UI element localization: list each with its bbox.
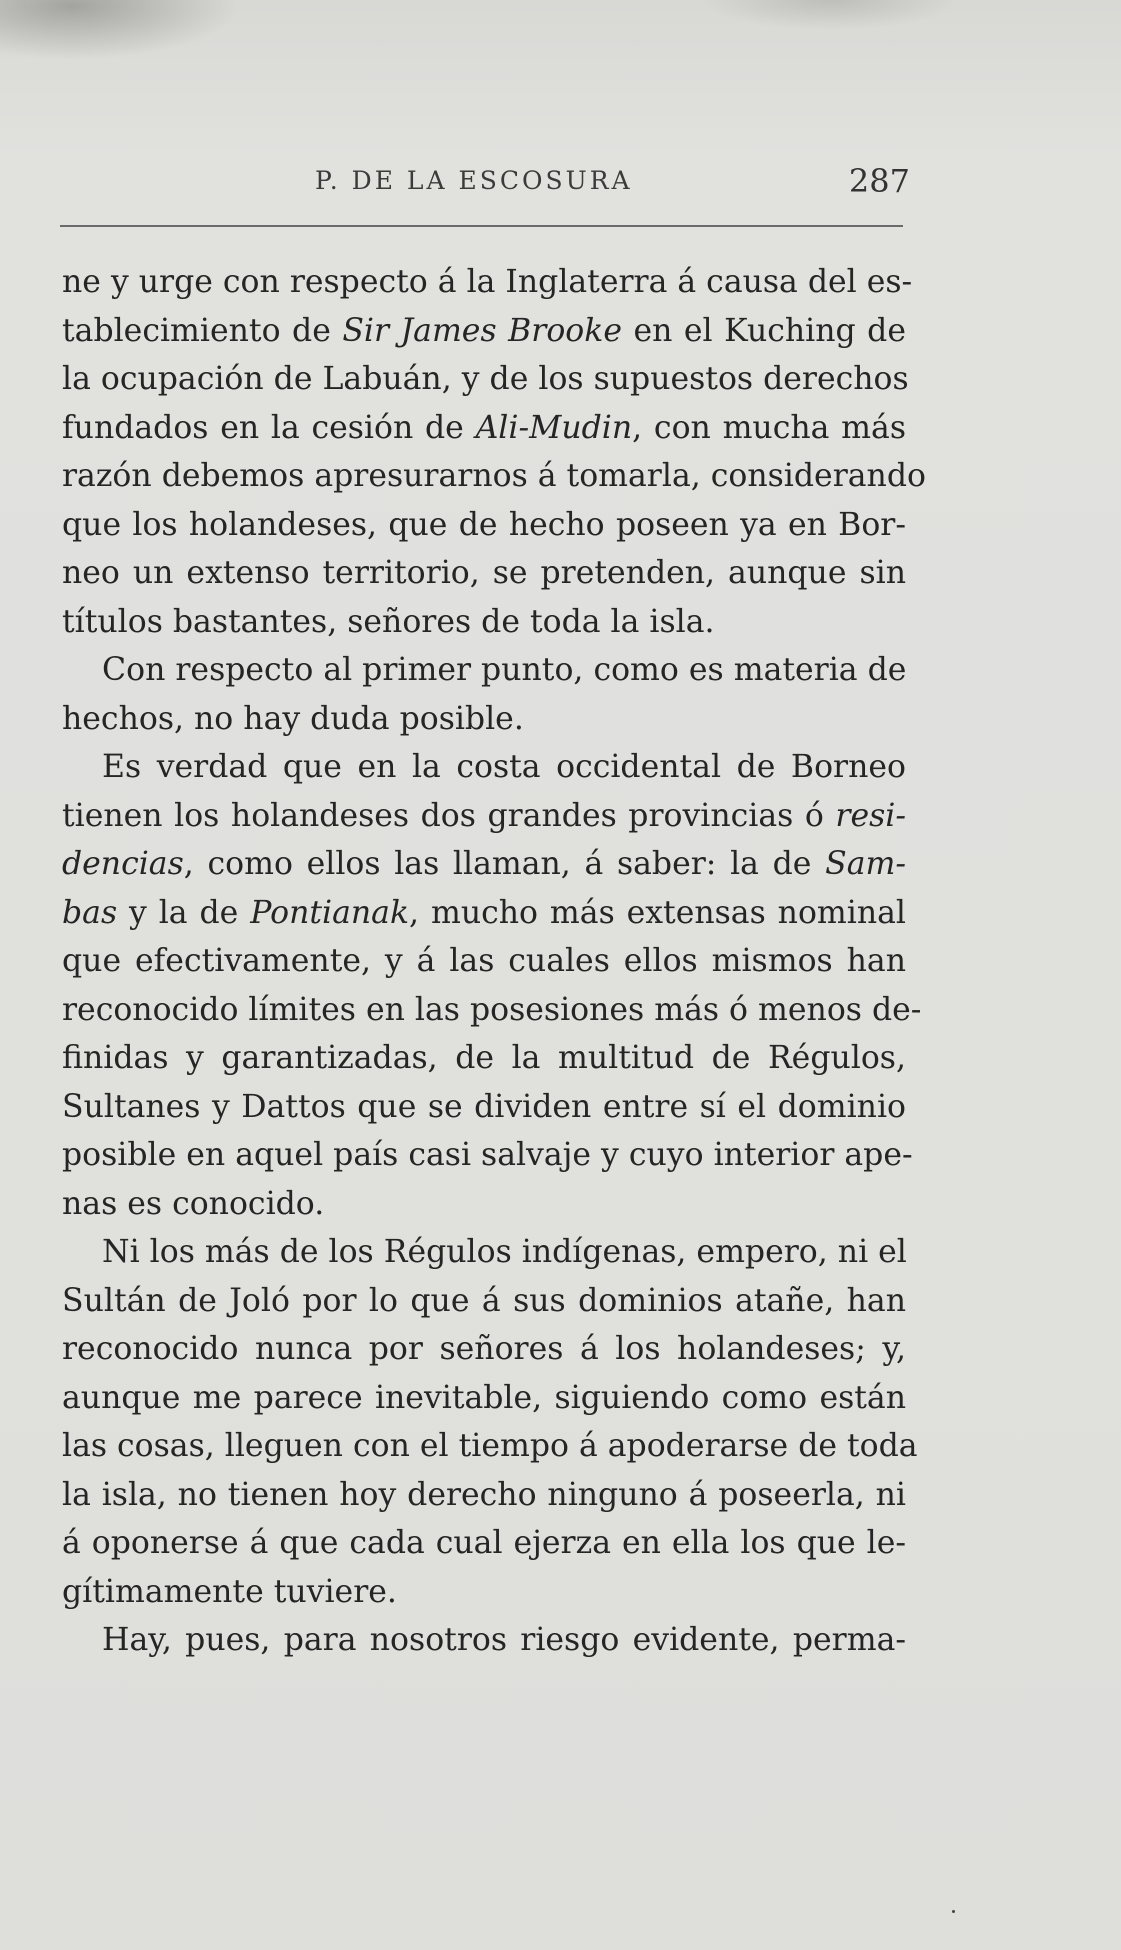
text-line: la isla, no tienen hoy derecho ninguno á poseerla, ni [62,1476,906,1513]
text-line: reconocido límites en las posesiones más ó menos de- [62,991,922,1028]
header-rule [60,225,903,227]
text-line: nas es conocido. [62,1185,325,1222]
page-header [60,160,910,220]
text-line: finidas y garantizadas, de la multitud de Régulos, [62,1040,906,1076]
text-line: tienen los holandeses dos grandes provincias ó resi- [62,797,906,834]
text-line: las cosas, lleguen con el tiempo á apoderarse de toda [62,1428,918,1464]
text-line: neo un extenso territorio, se pretenden, aunque sin [62,555,906,591]
text-line: fundados en la cesión de Ali-Mudin, con mucha más [62,409,906,446]
text-line: Sultanes y Dattos que se dividen entre sí el dominio [62,1088,906,1125]
text-line: títulos bastantes, señores de toda la isla. [62,603,715,640]
text-line: dencias, como ellos las llaman, á saber: la de Sam- [62,846,906,882]
text-line: razón debemos apresurarnos á tomarla, considerando [62,458,926,494]
text-line: Hay, pues, para nosotros riesgo evidente, perma- [102,1622,906,1658]
text-line: posible en aquel país casi salvaje y cuyo interior ape- [62,1137,913,1173]
page-number: 287 [848,162,910,200]
text-line: aunque me parece inevitable, siguiendo como están [62,1379,906,1416]
text-line: á oponerse á que cada cual ejerza en ella los que le- [62,1525,906,1561]
text-line: Es verdad que en la costa occidental de Borneo [102,749,906,785]
text-line: tablecimiento de Sir James Brooke en el Kuching de [62,312,906,349]
text-line: que los holandeses, que de hecho poseen ya en Bor- [62,506,906,543]
page-stain [700,0,960,30]
ink-speck [952,1910,955,1913]
text-line: que efectivamente, y á las cuales ellos mismos han [62,943,906,979]
text-line: Con respecto al primer punto, como es materia de [102,652,907,688]
running-head: P. DE LA ESCOSURA [315,166,633,195]
text-line: Ni los más de los Régulos indígenas, empero, ni el [102,1234,907,1270]
text-line: hechos, no hay duda posible. [62,700,524,737]
text-line: reconocido nunca por señores á los holandeses; y, [62,1331,906,1367]
text-line: Sultán de Joló por lo que á sus dominios atañe, han [62,1282,906,1319]
text-line: bas y la de Pontianak, mucho más extensas nominal [62,894,906,931]
text-line: gítimamente tuviere. [62,1573,397,1610]
body-text [62,258,926,1665]
text-line: la ocupación de Labuán, y de los supuestos derechos [62,361,909,397]
page-stain [0,0,240,60]
text-line: ne y urge con respecto á la Inglaterra á causa del es- [62,264,913,300]
